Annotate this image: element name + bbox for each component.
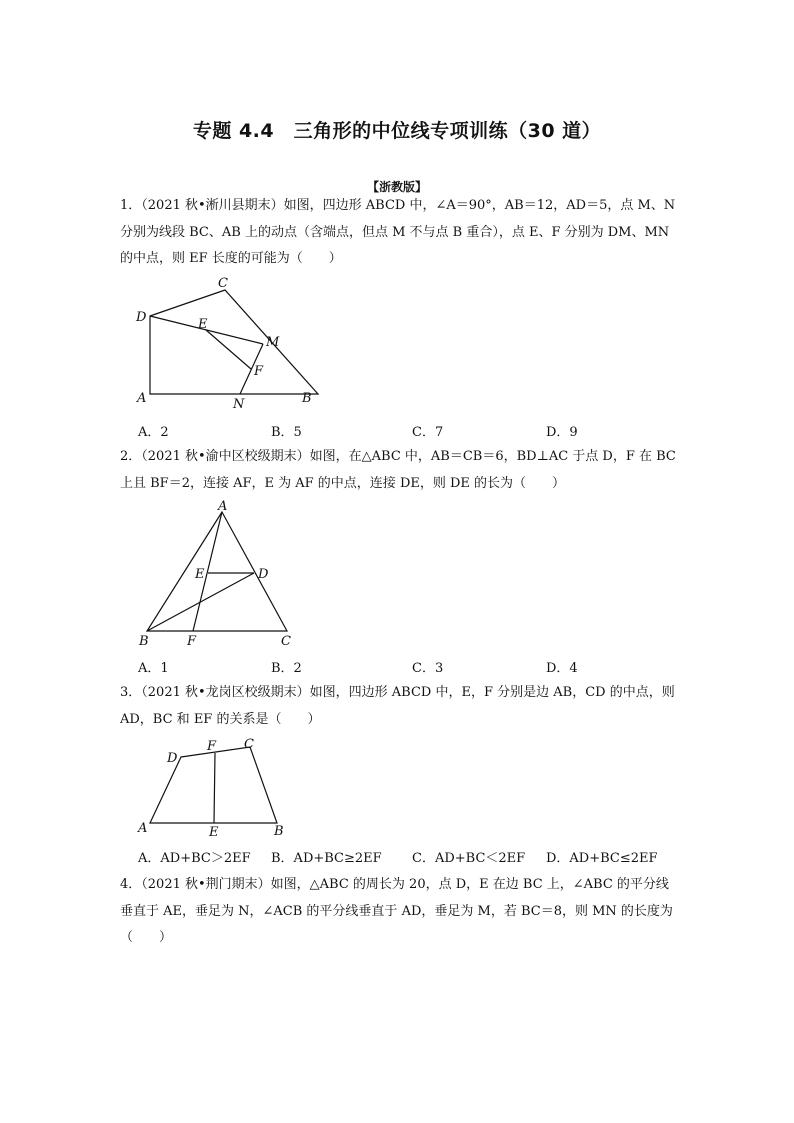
edition-label: 【浙教版】	[366, 180, 427, 194]
quad-abcd	[150, 290, 318, 394]
question-3-options	[138, 847, 698, 867]
option-a[interactable]: A．2	[138, 425, 169, 440]
question-2-figure	[130, 498, 310, 650]
label-a: A	[138, 821, 148, 836]
label-b: B	[139, 634, 149, 649]
option-d[interactable]: D．AD+BC≤2EF	[546, 851, 658, 866]
label-b: B	[274, 824, 284, 839]
label-c: C	[244, 737, 254, 752]
label-e: E	[198, 317, 208, 332]
question-1-figure	[130, 272, 330, 412]
option-c[interactable]: C．3	[412, 661, 444, 676]
option-a[interactable]: A．AD+BC＞2EF	[138, 851, 251, 866]
option-b[interactable]: B．5	[271, 425, 302, 440]
question-1-options	[138, 421, 698, 441]
option-c[interactable]: C．AD+BC＜2EF	[412, 851, 526, 866]
label-b: B	[302, 391, 312, 406]
label-c: C	[281, 634, 291, 649]
question-3-figure	[130, 733, 300, 841]
label-n: N	[233, 397, 245, 412]
label-f: F	[254, 364, 264, 379]
label-d: D	[136, 310, 147, 325]
label-f: F	[187, 634, 197, 649]
label-d: D	[167, 751, 178, 766]
label-f: F	[207, 739, 217, 754]
question-4-text: 4．（2021 秋•荆门期末）如图，△ABC 的周长为 20，点 D，E 在边 BC 上，∠ABC 的平分线垂直于 AE，垂足为 N，∠ACB 的平分线垂直于 AD，垂足为 M，若 BC＝8，则 MN 的长度为（ ）	[120, 877, 673, 945]
question-3-text: 3．（2021 秋•龙岗区校级期末）如图，四边形 ABCD 中，E，F 分别是边 AB，CD 的中点，则 AD，BC 和 EF 的关系是（ ）	[120, 685, 675, 727]
question-2-options	[138, 657, 698, 677]
option-d[interactable]: D．9	[546, 425, 578, 440]
question-2-text: 2．（2021 秋•渝中区校级期末）如图，在△ABC 中，AB＝CB＝6，BD⊥AC 于点 D，F 在 BC 上且 BF＝2，连接 AF，E 为 AF 的中点，连接 DE，则 DE 的长为（ ）	[120, 449, 676, 491]
label-m: M	[266, 335, 280, 350]
label-e: E	[195, 567, 205, 582]
option-b[interactable]: B．2	[271, 661, 302, 676]
page-title: 专题 4.4 三角形的中位线专项训练（30 道）	[192, 120, 602, 142]
option-a[interactable]: A．1	[138, 661, 169, 676]
question-1-text: 1．（2021 秋•淅川县期末）如图，四边形 ABCD 中，∠A＝90°，AB＝12，AD＝5，点 M、N 分别为线段 BC、AB 上的动点（含端点，但点 M 不与点 B 重合），点 E、F 分别为 DM、MN 的中点，则 EF 长度的可能为（ ）	[120, 198, 676, 266]
label-a: A	[137, 391, 147, 406]
option-c[interactable]: C．7	[412, 425, 444, 440]
option-d[interactable]: D．4	[546, 661, 578, 676]
label-e: E	[209, 825, 219, 840]
label-a: A	[218, 499, 228, 514]
label-c: C	[218, 276, 228, 291]
segment-ef	[214, 753, 215, 823]
option-b[interactable]: B．AD+BC≥2EF	[271, 851, 382, 866]
label-d: D	[258, 567, 269, 582]
